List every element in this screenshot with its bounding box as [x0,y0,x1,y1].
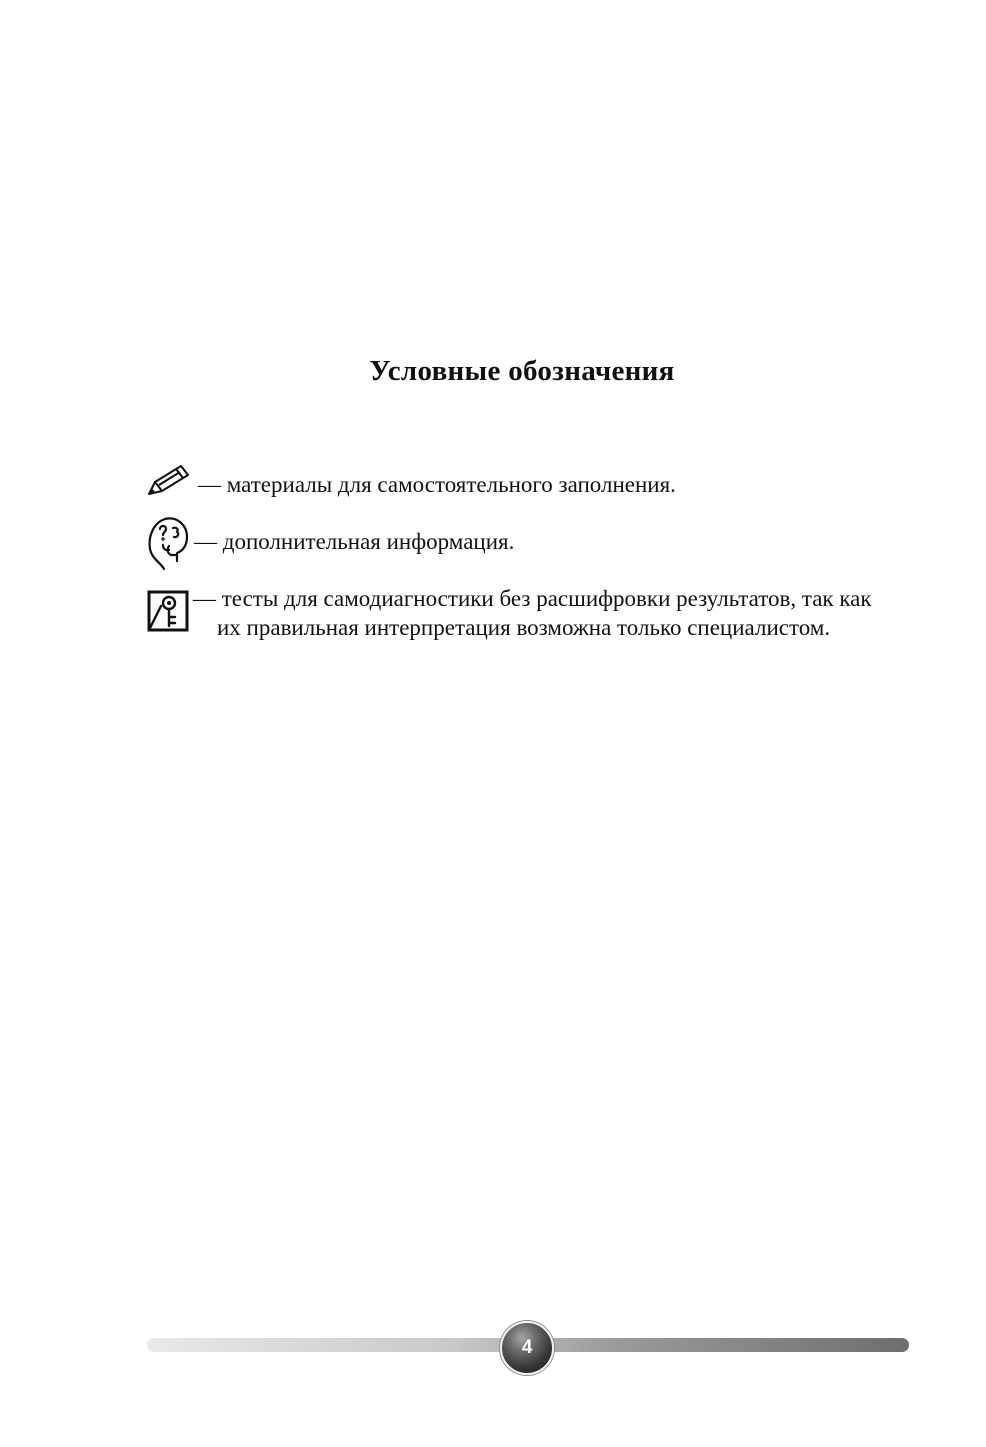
legend-text: — материалы для самостоятельного заполнения. [198,472,676,497]
legend-text-line-2: их правильная интерпретация возможна только специалистом. [217,615,831,640]
page-number-badge: 4 [500,1321,554,1375]
key-box-icon [147,590,189,632]
legend-text-line-1: — тесты для самодиагностики без расшифровки результатов, так как [193,586,872,611]
page-title: Условные обозначения [369,355,675,387]
legend-text: — дополнительная информация. [194,529,515,554]
thinking-face-icon [147,515,189,571]
pencil-icon [147,462,193,496]
